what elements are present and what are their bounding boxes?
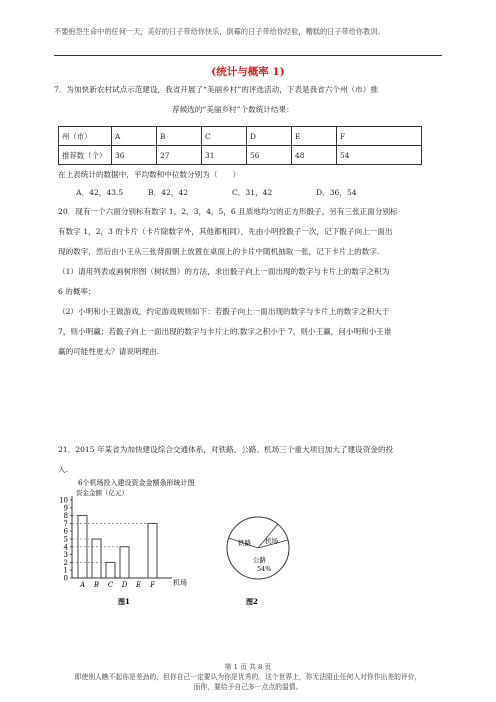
x-tick-label: A <box>79 581 86 589</box>
x-tick-label: C <box>107 581 114 589</box>
table-cell: 54 <box>337 146 422 165</box>
table-cell: 推荐数（个） <box>59 146 112 165</box>
q7-option-a: A．42，43.5 <box>76 188 124 197</box>
table-cell: 州（市） <box>59 127 112 146</box>
table-cell: D <box>247 127 292 146</box>
table-row <box>59 127 422 146</box>
table-cell: F <box>337 127 422 146</box>
q21-line1: 21．2015 年某省为加快建设综合交通体系，对铁路、公路、机场三个重大项目加大了建设资金的投 <box>58 445 394 454</box>
table-cell: A <box>112 127 157 146</box>
y-tick-label: 4 <box>63 543 68 552</box>
y-tick-label: 9 <box>63 504 68 513</box>
y-tick-label: 7 <box>63 519 68 528</box>
q20-line: （2）小明和小王做游戏，约定游戏规则如下：若骰子向上一面出现的数字与卡片上的数字之积大于 <box>58 307 390 316</box>
pie-label-highway: 公路 <box>253 556 266 564</box>
table-row <box>59 146 422 165</box>
q20-line: 赢的可能性更大？请说明理由. <box>58 347 160 356</box>
y-tick-label: 1 <box>63 566 68 575</box>
bar <box>148 523 157 578</box>
q7-option-c: C．31，42 <box>232 188 273 197</box>
q7-line2: 荐候选的“美丽乡村”个数统计结果： <box>172 105 294 114</box>
x-tick-label: F <box>150 581 155 589</box>
bar <box>92 539 101 578</box>
x-tick-label: E <box>135 581 142 589</box>
y-tick-label: 0 <box>63 574 68 583</box>
q21-line2: 入. <box>58 465 69 474</box>
section-title: (统计与概率 1) <box>211 66 285 78</box>
y-tick-label: 3 <box>63 551 68 560</box>
pie-chart-figure <box>222 506 302 610</box>
bar <box>120 547 129 578</box>
q7-line1: 7．为加快新农村试点示范建设，我省开展了“美丽乡村”的评选活动，下表是我省六个州（市）推 <box>54 85 378 94</box>
table-cell: C <box>202 127 247 146</box>
pie-label-railway: 铁路 <box>238 539 251 547</box>
figure2-caption: 图2 <box>246 597 258 606</box>
page-header-quote: 不要抱怨生命中的任何一天，美好的日子带给你快乐，倒霉的日子带给你经验，糟糕的日子带给你教训。 <box>54 27 385 36</box>
table-cell: 56 <box>247 146 292 165</box>
q20-line: 20．现有一个六面分别标有数字 1，2，3，4，5，6 且质地均匀的正方形骰子，另有三张正面分别标 <box>58 207 398 216</box>
q7-option-b: B．42，42 <box>148 188 189 197</box>
q7-question: 在上表统计的数据中，平均数和中位数分别为（ ） <box>58 170 241 179</box>
bar <box>106 562 115 578</box>
y-tick-label: 10 <box>59 496 68 505</box>
q20-line: 现的数字，然后由小王从三张背面朝上放置在桌面上的卡片中随机抽取一张，记下卡片上的数字. <box>58 247 380 256</box>
x-tick-label: B <box>93 581 100 589</box>
page-number: 第 1 页 共 8 页 <box>224 663 272 671</box>
table-cell: 36 <box>112 146 157 165</box>
y-tick-label: 5 <box>63 535 68 544</box>
q7-option-d: D．36，54 <box>316 188 357 197</box>
figure1-caption: 图1 <box>118 597 130 606</box>
pie-percent-highway: 54% <box>257 565 272 573</box>
q7-data-table <box>58 126 422 165</box>
x-axis-label: 机场 <box>173 579 187 587</box>
table-cell: 48 <box>292 146 337 165</box>
y-tick-label: 6 <box>63 527 68 536</box>
table-cell: 27 <box>157 146 202 165</box>
table-cell: 31 <box>202 146 247 165</box>
footer-quote-line2: 而你，要给予自己多一点点的温情。 <box>193 683 303 691</box>
q20-line: 有数字 1，2，3 的卡片（卡片除数字外，其他都相同），先由小明投骰子一次，记下骰子向上一面出 <box>58 227 393 236</box>
y-axis-label: 资金金额（亿元） <box>76 489 128 497</box>
chart-title: 6个机场投入建设资金金额条形统计图 <box>78 479 195 487</box>
table-cell: E <box>292 127 337 146</box>
q20-line: （1）请用列表或画树形图（树状图）的方法，求出骰子向上一面出现的数字与卡片上的数字之积为 <box>58 267 390 276</box>
q20-line: 6 的概率； <box>58 287 96 296</box>
y-tick-label: 8 <box>63 512 68 521</box>
x-tick-label: D <box>121 581 128 589</box>
y-tick-label: 2 <box>63 558 68 567</box>
bar-chart-figure <box>56 476 232 608</box>
pie-label-airport: 机场 <box>265 537 278 545</box>
footer-quote-line1: 即使别人瞧不起你是差劲的，但你自己一定要认为你是优秀的。这个世界上，你无法阻止任何人对你作出差的评价， <box>74 673 422 681</box>
q20-line: 7，则小明赢；若骰子向上一面出现的数字与卡片上的,数字之积小于 7，则小王赢，问小明和小王谁 <box>58 327 392 336</box>
header-divider <box>54 55 442 56</box>
table-cell: B <box>157 127 202 146</box>
